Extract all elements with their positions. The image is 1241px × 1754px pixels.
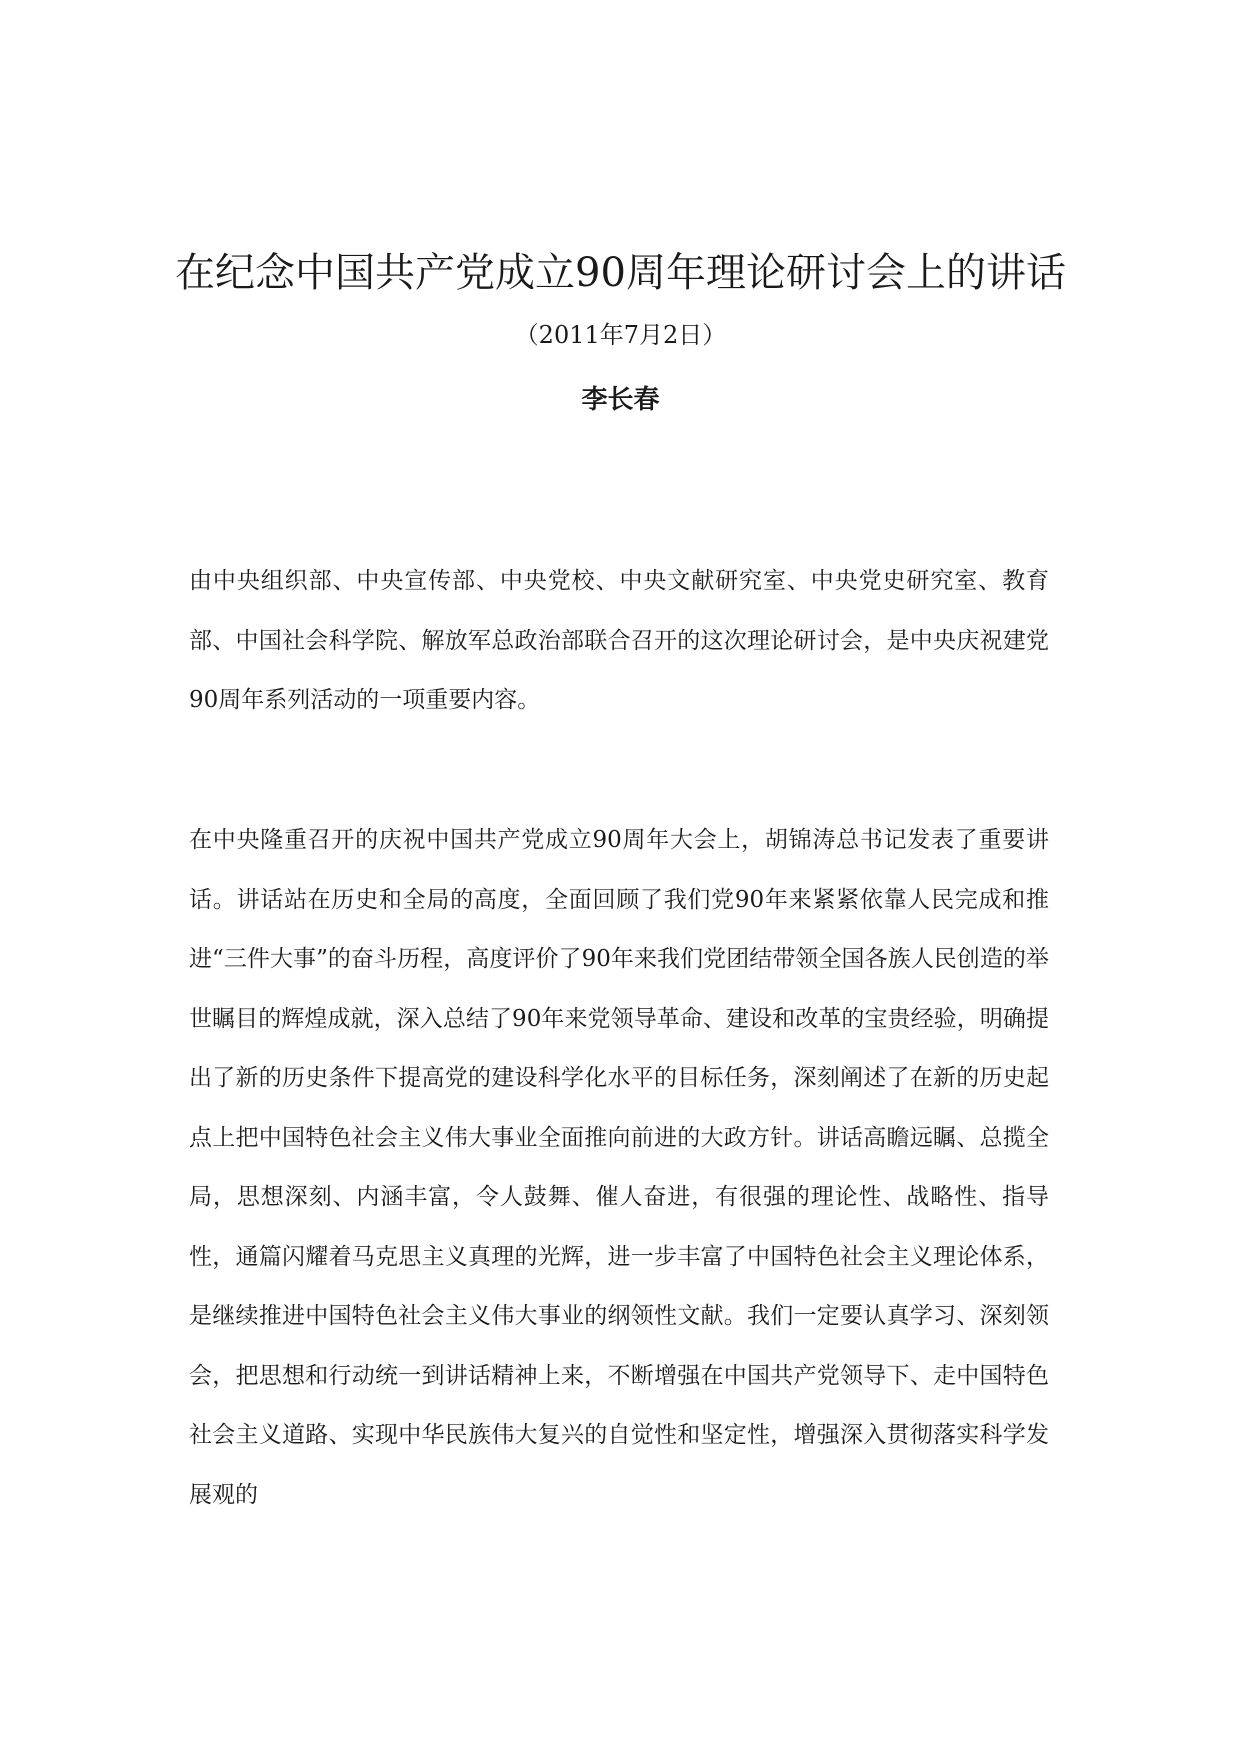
document-title: 在纪念中国共产党成立90周年理论研讨会上的讲话: [175, 250, 1066, 296]
body-paragraph-1: 由中央组织部、中央宣传部、中央党校、中央文献研究室、中央党史研究室、教育部、中国社会科学院、解放军总政治部联合召开的这次理论研讨会，是中央庆祝建党90周年系列活动的一项重要内容。: [189, 568, 1049, 713]
body-paragraph-2: 在中央隆重召开的庆祝中国共产党成立90周年大会上，胡锦涛总书记发表了重要讲话。讲话站在历史和全局的高度，全面回顾了我们党90年来紧紧依靠人民完成和推进“三件大事”的奋斗历程，高度评价了90年来我们党团结带领全国各族人民创造的举世瞩目的辉煌成就，深入总结了90年来党领导革命、建设和改革的宝贵经验，明确提出了新的历史条件下提高党的建设科学化水平的目标任务，深刻阐述了在新的历史起点上把中国特色社会主义伟大事业全面推向前进的大政方针。讲话高瞻远瞩、总揽全局，思想深刻、内涵丰富，令人鼓舞、催人奋进，有很强的理论性、战略性、指导性，通篇闪耀着马克思主义真理的光辉，进一步丰富了中国特色社会主义理论体系，是继续推进中国特色社会主义伟大事业的纲领性文献。我们一定要认真学习、深刻领会，把思想和行动统一到讲话精神上来，不断增强在中国共产党领导下、走中国特色社会主义道路、实现中华民族伟大复兴的自觉性和坚定性，增强深入贯彻落实科学发展观的: [189, 827, 1049, 1508]
document-author: 李长春: [581, 385, 660, 415]
document-date: （2011年7月2日）: [514, 321, 727, 349]
